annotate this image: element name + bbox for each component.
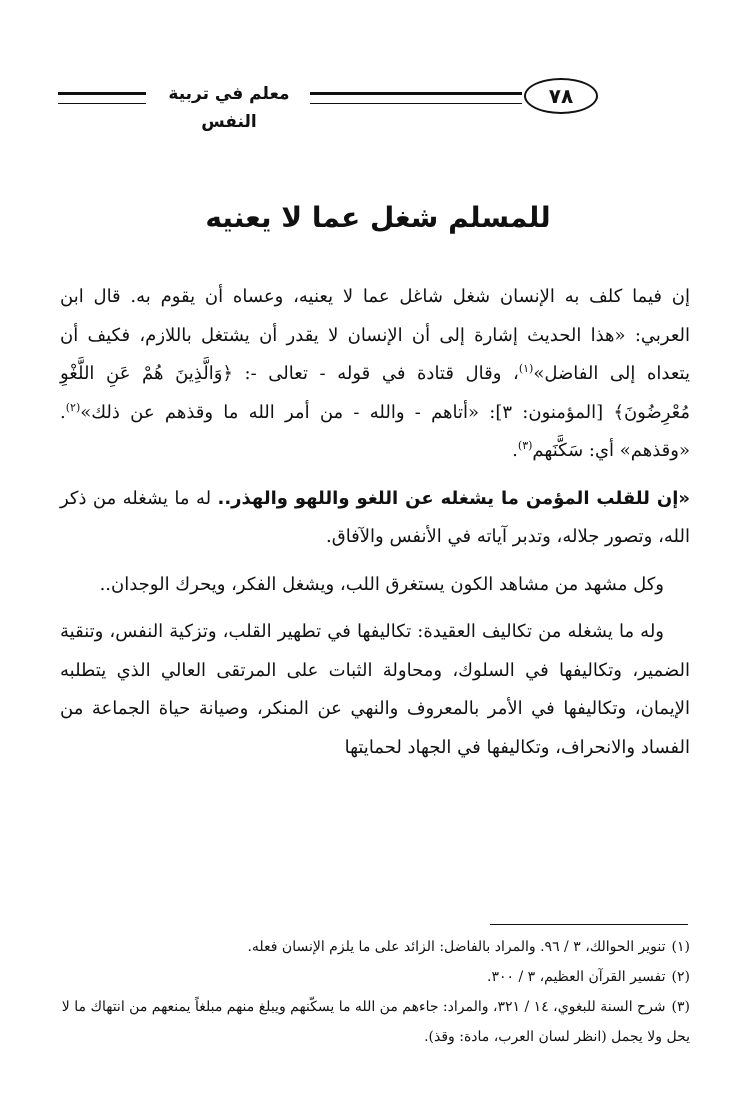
footnote-3-number: (٣): [671, 999, 690, 1015]
footnote-separator: [490, 924, 688, 925]
running-title: معلم في تربية النفس: [168, 84, 290, 132]
paragraph-1-text-a: إن فيما كلف به الإنسان شغل شاغل عما لا يعنيه، وعساه أن يقوم به. قال ابن العربي: «هذا الحديث إشارة إلى أن الإنسان لا يقدر أن يشتغل باللازم، فكيف أن يتعداه إلى الفاضل»: [60, 286, 690, 384]
paragraph-3: وكل مشهد من مشاهد الكون يستغرق اللب، ويشغل الفكر، ويحرك الوجدان..: [99, 573, 664, 595]
footnote-2-text: تفسير القرآن العظيم، ٣ / ٣٠٠.: [487, 969, 666, 985]
footnote-3: [58, 992, 690, 1052]
footnote-3-text: شرح السنة للبغوي، ١٤ / ٣٢١، والمراد: جاءهم من الله ما يسكّنهم ويبلغ منهم مبلغاً يمنعهم من انتهاك ما لا يحل ولا يجمل (انظر لسان العرب، مادة: وقذ).: [61, 999, 690, 1045]
footnote-1-number: (١): [671, 939, 690, 955]
paragraph-4: وله ما يشغله من تكاليف العقيدة: تكاليفها في تطهير القلب، وتزكية النفس، وتنقية الضمير، وتكاليفها في السلوك، ومحاولة الثبات على المرتقى العالي الذي يتطلبه الإيمان، وتكاليفها في الأمر بالمعروف والنهي عن المنكر، وصيانة حياة الجماعة من الفساد والانحراف، وتكاليفها في الجهاد لحمايتها: [60, 621, 690, 758]
paragraph-1-text-b: ، وقال قتادة في قوله - تعالى -: ﴿وَالَّذِينَ هُمْ عَنِ اللَّغْوِ مُعْرِضُونَ﴾ [المؤمنون: ٣]: «أتاهم - والله - من أمر الله ما وقذهم عن ذلك»: [60, 363, 690, 423]
chapter-title: للمسلم شغل عما لا يعنيه: [205, 201, 551, 234]
paragraph-2-text: له ما يشغله من ذكر الله، وتصور جلاله، وتدبر آياته في الأنفس والآفاق.: [60, 487, 690, 547]
footnote-1: [58, 932, 690, 962]
header-rule-left: [58, 92, 146, 104]
footnote-ref-3: (٣): [517, 439, 533, 452]
paragraph-1: [60, 278, 690, 471]
running-header: [58, 72, 688, 132]
footnote-ref-2: (٢): [65, 400, 81, 414]
footnote-ref-1: (١): [518, 362, 534, 375]
footnote-1-text: تنوير الحوالك، ٣ / ٩٦. والمراد بالفاضل: الزائد على ما يلزم الإنسان فعله.: [247, 939, 666, 955]
paragraph-1-text-d: .: [512, 440, 518, 461]
paragraph-1-text-c: . «وقذهم» أي: سَكَّنَهم: [60, 401, 690, 461]
body-text: [60, 278, 690, 776]
footnote-2: [58, 962, 690, 992]
footnotes: [58, 932, 690, 1052]
footnote-2-number: (٢): [671, 969, 690, 985]
page-number-badge: ٧٨: [524, 78, 598, 114]
paragraph-2: [60, 480, 690, 557]
paragraph-2-lead-quote: «إن للقلب المؤمن ما يشغله عن اللغو واللهو والهذر..: [217, 487, 691, 509]
header-rule-middle: [310, 92, 522, 104]
